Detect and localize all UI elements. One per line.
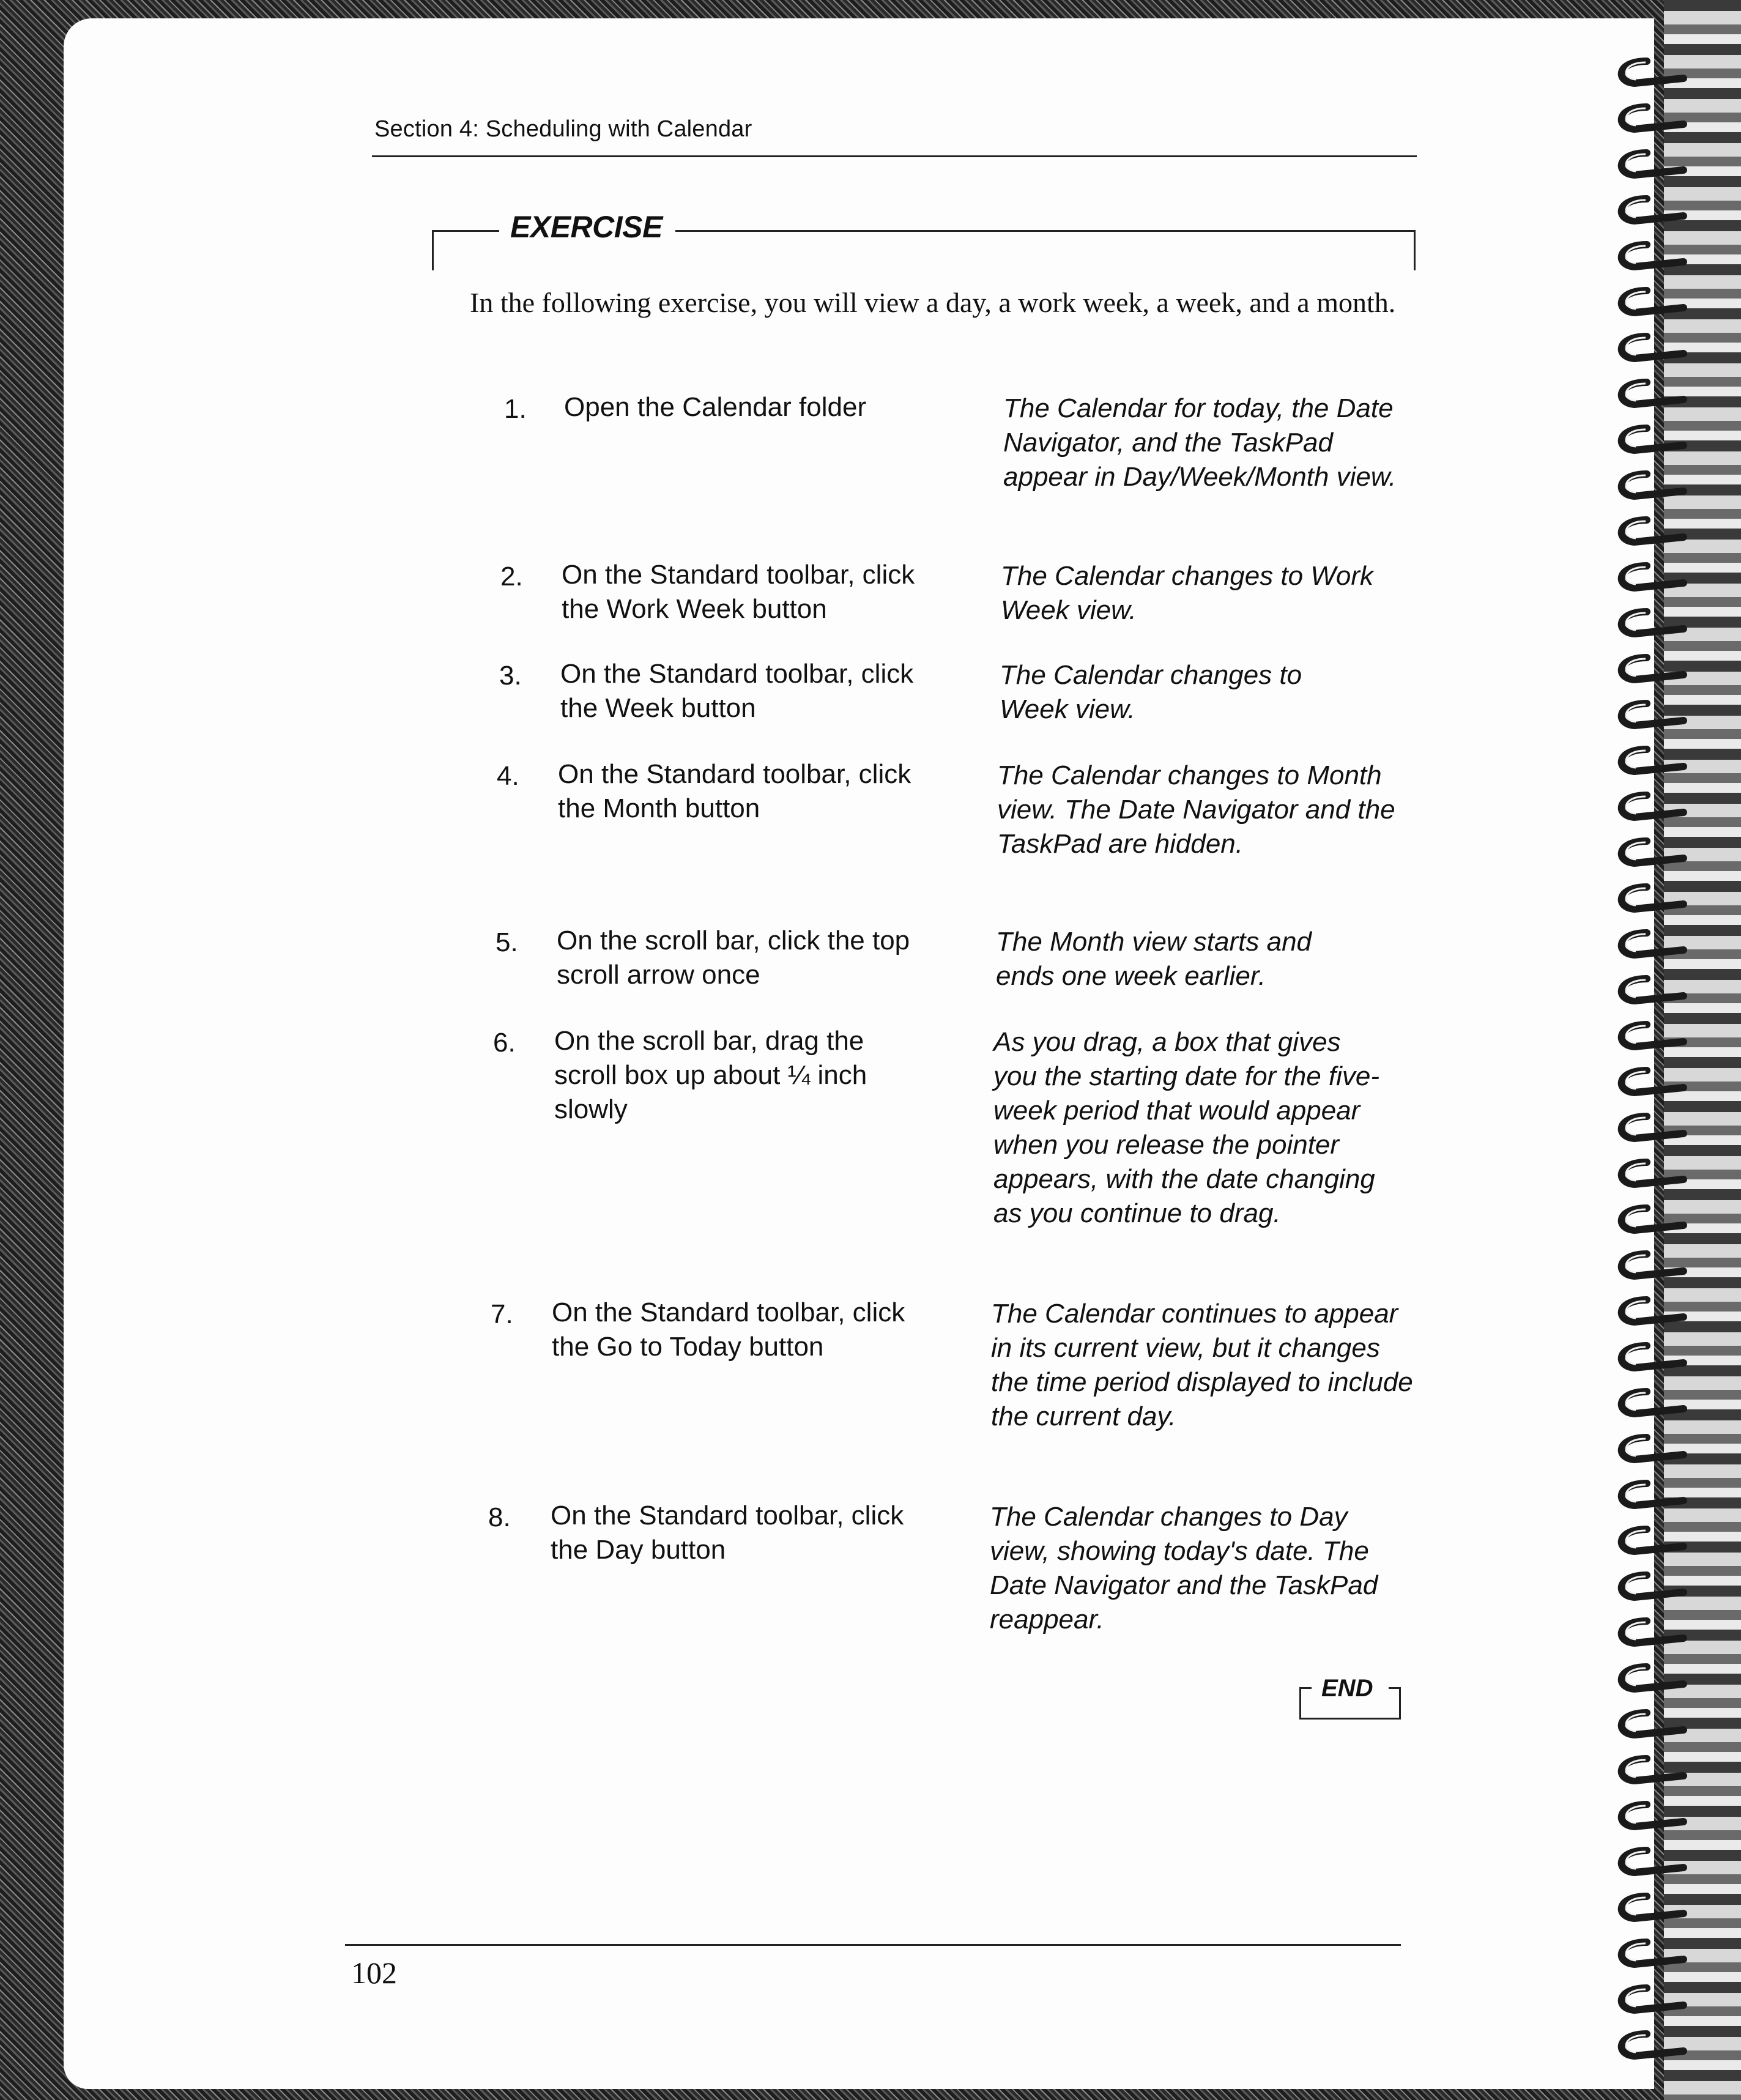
step-number: 6. — [493, 1028, 516, 1058]
page-number: 102 — [351, 1956, 397, 1990]
spiral-coil — [1622, 1850, 1683, 1872]
spiral-coil — [1622, 1208, 1683, 1230]
step-action: On the Standard toolbar, click the Work Week button — [562, 560, 915, 624]
step-result: The Calendar changes to Work Week view. — [1001, 561, 1373, 625]
spiral-coil — [1622, 1483, 1683, 1505]
spiral-coil — [1622, 1346, 1683, 1368]
spiral-coil — [1622, 1025, 1683, 1047]
spiral-coil — [1622, 1713, 1683, 1735]
step-action: Open the Calendar folder — [564, 392, 867, 422]
spiral-coil — [1622, 1070, 1683, 1093]
spiral-coil — [1622, 199, 1683, 221]
step-result: The Calendar for today, the Date Navigator, and the TaskPad appear in Day/Week/Month view. — [1003, 393, 1397, 492]
spiral-coil — [1622, 933, 1683, 955]
end-marker — [1299, 1675, 1400, 1720]
step-result: The Calendar changes to Day view, showing today's date. The Date Navigator and the TaskPad reappear. — [990, 1502, 1378, 1634]
end-marker-bottom — [1299, 1718, 1401, 1720]
exercise-title: EXERCISE — [510, 210, 663, 244]
spiral-coil — [1622, 566, 1683, 588]
spiral-coil — [1622, 1667, 1683, 1689]
end-marker-right — [1399, 1687, 1401, 1719]
end-marker-left — [1299, 1687, 1301, 1719]
exercise-frame-left — [432, 230, 434, 270]
spiral-coil — [1622, 520, 1683, 542]
spiral-coil — [1622, 612, 1683, 634]
step-action: On the scroll bar, drag the scroll box up about ¼ inch slowly — [554, 1026, 867, 1124]
spiral-coil — [1622, 474, 1683, 496]
step-result: As you drag, a box that gives you the starting date for the five-week period that would appear when you release the pointer appears, with the date changing as you continue to drag. — [993, 1027, 1380, 1228]
section-header: Section 4: Scheduling with Calendar — [374, 116, 752, 142]
step-number: 1. — [504, 394, 527, 424]
spiral-coil — [1622, 749, 1683, 771]
spiral-coil — [1622, 658, 1683, 680]
end-marker-top-right — [1389, 1687, 1401, 1689]
header-rule — [372, 155, 1417, 157]
spiral-coil — [1622, 107, 1683, 129]
spiral-coil — [1622, 61, 1683, 83]
step-result: The Calendar changes to Week view. — [1000, 660, 1302, 724]
spiral-coil — [1622, 1988, 1683, 2010]
spiral-coil — [1622, 1254, 1683, 1276]
spiral-coil — [1622, 1575, 1683, 1597]
spiral-coil — [1622, 336, 1683, 358]
step-action: On the scroll bar, click the top scroll arrow once — [557, 926, 910, 990]
spiral-coil — [1622, 1438, 1683, 1460]
step-action: On the Standard toolbar, click the Go to Today button — [552, 1297, 905, 1362]
end-marker-top-left — [1299, 1687, 1312, 1689]
spiral-coil — [1622, 1116, 1683, 1138]
spiral-coil — [1622, 382, 1683, 404]
spiral-coil — [1622, 1896, 1683, 1918]
step-number: 8. — [488, 1502, 511, 1532]
spiral-coil — [1622, 703, 1683, 725]
spiral-coil — [1622, 1759, 1683, 1781]
step-number: 3. — [499, 661, 522, 691]
step-result: The Calendar changes to Month view. The Date Navigator and the TaskPad are hidden. — [997, 760, 1395, 859]
exercise-intro: In the following exercise, you will view a day, a work week, a week, and a month. — [470, 287, 1396, 318]
step-number: 4. — [497, 761, 519, 791]
step-number: 5. — [496, 927, 518, 957]
spiral-coil — [1622, 1621, 1683, 1643]
spiral-coil — [1622, 245, 1683, 267]
spiral-binding-coils — [1610, 55, 1690, 2092]
spiral-coil — [1622, 291, 1683, 313]
spiral-coil — [1622, 1805, 1683, 1827]
spiral-coil — [1622, 795, 1683, 817]
step-result: The Calendar continues to appear in its current view, but it changes the time period displayed to include the current day. — [991, 1299, 1413, 1431]
step-result: The Month view starts and ends one week earlier. — [996, 927, 1312, 991]
step-number: 7. — [491, 1299, 513, 1329]
spiral-coil — [1622, 841, 1683, 863]
exercise-frame-right — [1414, 230, 1416, 270]
spiral-coil — [1622, 1392, 1683, 1414]
exercise-frame-top-right — [675, 230, 1416, 232]
step-action: On the Standard toolbar, click the Month button — [558, 759, 911, 823]
end-label: END — [1321, 1675, 1373, 1702]
spiral-coil — [1622, 428, 1683, 450]
footer-rule — [345, 1944, 1401, 1946]
spiral-coil — [1622, 979, 1683, 1001]
spiral-coil — [1622, 1529, 1683, 1551]
step-number: 2. — [500, 562, 523, 592]
step-action: On the Standard toolbar, click the Day button — [551, 1501, 904, 1565]
exercise-frame-top-left — [432, 230, 499, 232]
spiral-coil — [1622, 1162, 1683, 1184]
spiral-coil — [1622, 1300, 1683, 1322]
spiral-coil — [1622, 887, 1683, 909]
spiral-coil — [1622, 2034, 1683, 2056]
spiral-coil — [1622, 153, 1683, 175]
step-action: On the Standard toolbar, click the Week button — [560, 659, 914, 723]
spiral-coil — [1622, 1942, 1683, 1964]
